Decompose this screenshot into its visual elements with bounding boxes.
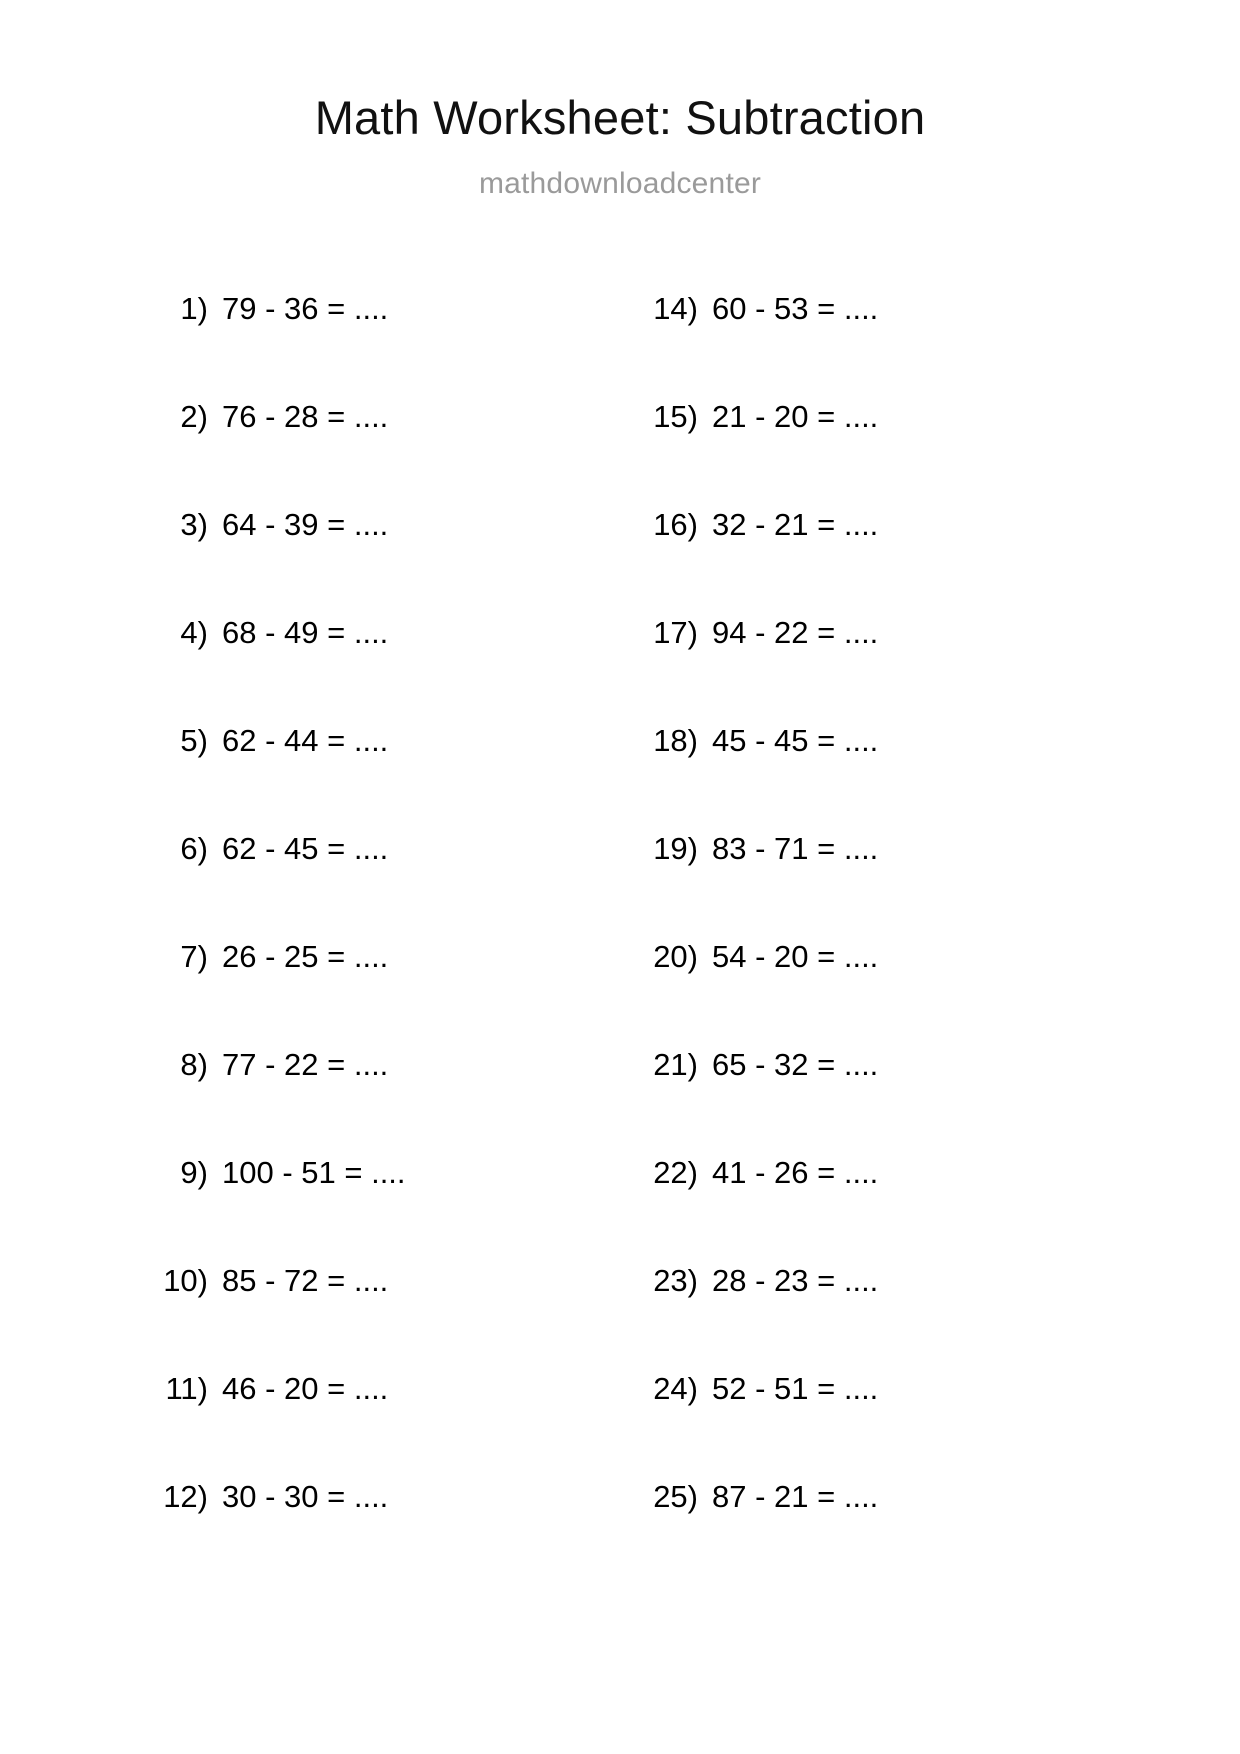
problem-expression: 54 - 20 = .... <box>712 939 879 974</box>
problem-number: 24) <box>653 1371 698 1406</box>
problem-expression: 87 - 21 = .... <box>712 1479 879 1514</box>
problem-expression: 52 - 51 = .... <box>712 1371 879 1406</box>
problem-expression: 100 - 51 = .... <box>222 1155 406 1190</box>
left-column <box>150 293 640 1589</box>
problem-number: 15) <box>653 399 698 434</box>
problem-expression: 85 - 72 = .... <box>222 1263 389 1298</box>
problem-expression: 65 - 32 = .... <box>712 1047 879 1082</box>
problem-item <box>150 1049 640 1157</box>
problem-number: 23) <box>653 1263 698 1298</box>
problem-number: 14) <box>653 291 698 326</box>
problem-expression: 45 - 45 = .... <box>712 723 879 758</box>
problem-number: 16) <box>653 507 698 542</box>
problem-item <box>150 509 640 617</box>
problem-expression: 21 - 20 = .... <box>712 399 879 434</box>
problem-item <box>640 833 1130 941</box>
problem-number: 11) <box>165 1371 208 1406</box>
problem-number: 25) <box>653 1479 698 1514</box>
problem-item <box>150 617 640 725</box>
problem-item <box>150 725 640 833</box>
problem-expression: 68 - 49 = .... <box>222 615 389 650</box>
problem-item <box>640 401 1130 509</box>
right-column <box>640 293 1130 1589</box>
problem-number: 6) <box>180 831 208 866</box>
problem-item <box>640 725 1130 833</box>
problems-grid <box>0 293 1240 1589</box>
problem-expression: 26 - 25 = .... <box>222 939 389 974</box>
problem-expression: 64 - 39 = .... <box>222 507 389 542</box>
problem-item <box>640 617 1130 725</box>
problem-expression: 46 - 20 = .... <box>222 1371 389 1406</box>
problem-item <box>640 941 1130 1049</box>
page-title: Math Worksheet: Subtraction <box>314 91 926 144</box>
problem-item <box>640 1373 1130 1481</box>
problem-number: 3) <box>180 507 208 542</box>
problem-number: 18) <box>653 723 698 758</box>
problem-expression: 62 - 44 = .... <box>222 723 389 758</box>
problem-item <box>150 941 640 1049</box>
problem-expression: 77 - 22 = .... <box>222 1047 389 1082</box>
problem-expression: 94 - 22 = .... <box>712 615 879 650</box>
problem-expression: 83 - 71 = .... <box>712 831 879 866</box>
problem-item <box>150 1373 640 1481</box>
problem-number: 7) <box>180 939 208 974</box>
problem-expression: 30 - 30 = .... <box>222 1479 389 1514</box>
problem-expression: 60 - 53 = .... <box>712 291 879 326</box>
problem-item <box>640 509 1130 617</box>
problem-expression: 76 - 28 = .... <box>222 399 389 434</box>
problem-item <box>150 401 640 509</box>
problem-item <box>640 293 1130 401</box>
problem-number: 4) <box>180 615 208 650</box>
problem-number: 8) <box>180 1047 208 1082</box>
problem-number: 21) <box>653 1047 698 1082</box>
problem-expression: 62 - 45 = .... <box>222 831 389 866</box>
problem-expression: 28 - 23 = .... <box>712 1263 879 1298</box>
problem-number: 2) <box>180 399 208 434</box>
problem-number: 10) <box>163 1263 208 1298</box>
problem-item <box>150 1157 640 1265</box>
problem-item <box>150 833 640 941</box>
problem-item <box>150 293 640 401</box>
problem-expression: 41 - 26 = .... <box>712 1155 879 1190</box>
problem-item <box>150 1481 640 1589</box>
problem-number: 19) <box>653 831 698 866</box>
problem-item <box>640 1481 1130 1589</box>
problem-number: 22) <box>653 1155 698 1190</box>
problem-item <box>640 1265 1130 1373</box>
problem-number: 1) <box>180 291 208 326</box>
page-subtitle: mathdownloadcenter <box>478 167 762 200</box>
problem-number: 17) <box>653 615 698 650</box>
problem-expression: 79 - 36 = .... <box>222 291 389 326</box>
problem-number: 20) <box>653 939 698 974</box>
problem-number: 9) <box>180 1155 208 1190</box>
problem-item <box>150 1265 640 1373</box>
problem-item <box>640 1157 1130 1265</box>
problem-item <box>640 1049 1130 1157</box>
problem-expression: 32 - 21 = .... <box>712 507 879 542</box>
problem-number: 12) <box>163 1479 208 1514</box>
problem-number: 5) <box>180 723 208 758</box>
